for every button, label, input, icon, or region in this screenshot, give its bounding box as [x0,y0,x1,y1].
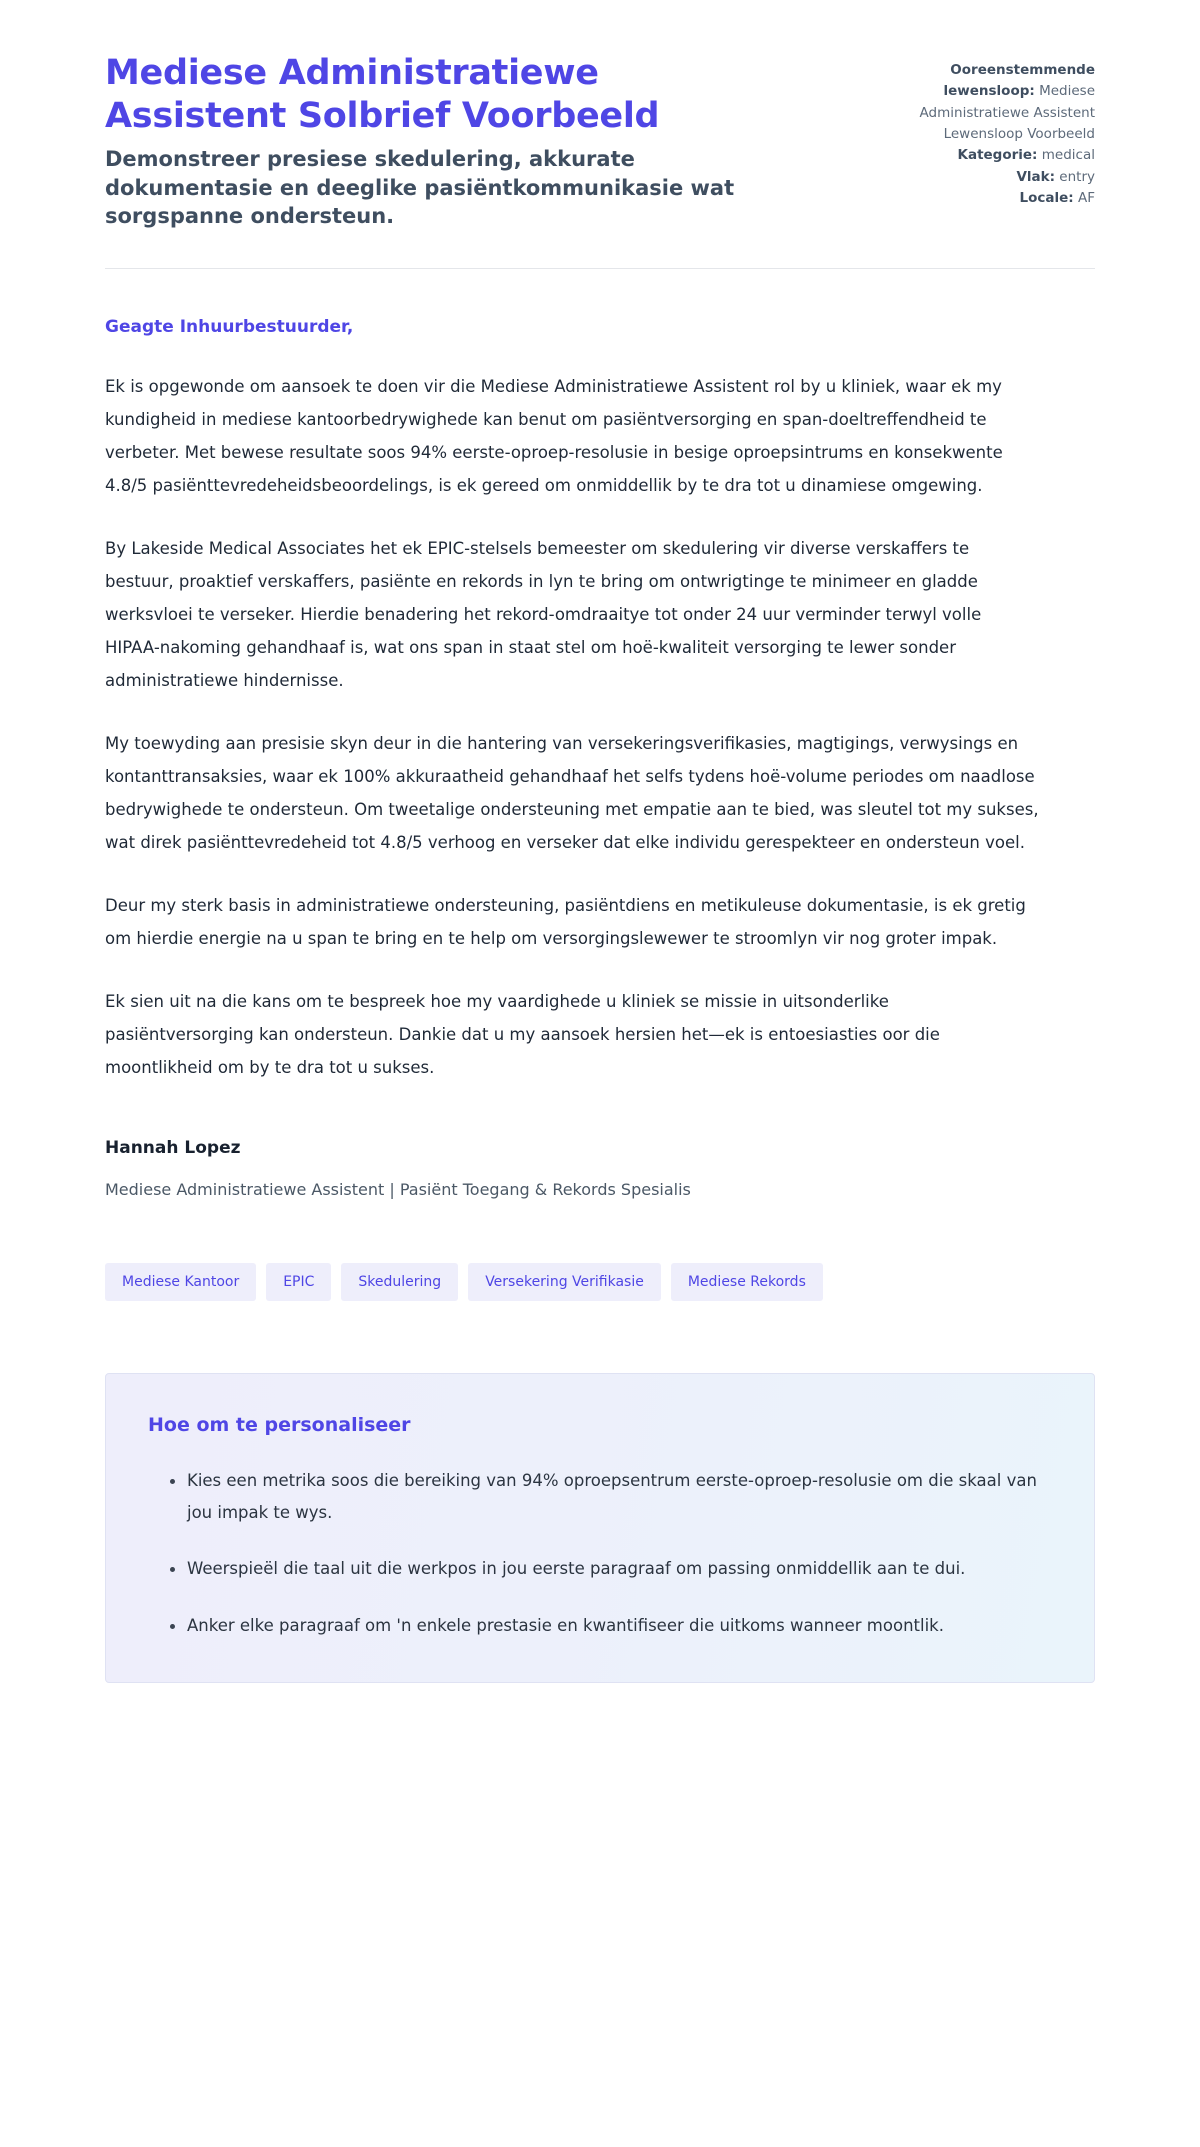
page-title: Mediese Administratiewe Assistent Solbrief Voorbeeld [105,53,660,136]
metadata-label: Ooreenstemmende lewensloop: [943,62,1095,100]
callout-title: Hoe om te personaliseer [148,1414,411,1437]
metadata-value: entry [1059,168,1095,185]
letter-paragraph: My toewyding aan presisie skyn deur in die hantering van versekeringsverifikasies, magtigings, verwysings en kontanttransaksies, waar ek 100% akkuraatheid gehandhaaf het selfs tydens hoë-volume periodes om naadlose bedrywighede te ondersteun. Om tweetalige ondersteuning met empatie aan te bied, was sleutel tot my sukses, wat direk pasiënttevredeheid tot 4.8/5 verhoog en verseker dat elke individu gerespekteer en ondersteun voel. [105,734,1039,853]
metadata-row-matching-resume [865,60,1095,145]
letter-paragraph: Deur my sterk basis in administratiewe ondersteuning, pasiëntdiens en metikuleuse dokumentasie, is ek gretig om hierdie energie na u span te bring en te help om versorgingslewewer te stroomlyn vir nog groter impak. [105,896,1026,949]
tag-chip[interactable]: Skedulering [341,1263,458,1301]
tag-chip[interactable]: Versekering Verifikasie [468,1263,661,1301]
page-header [105,0,1095,230]
callout-tip-item: Anker elke paragraaf om 'n enkele prestasie en kwantifiseer die uitkoms wanneer moontlik. [170,1610,1052,1642]
tag-list [105,1201,1095,1301]
metadata-row-category [865,145,1095,166]
document-metadata [865,52,1095,209]
personalization-callout [105,1373,1095,1682]
tag-chip[interactable]: EPIC [266,1263,331,1301]
callout-tip-item: Weerspieël die taal uit die werkpos in jou eerste paragraaf om passing onmiddellik aan te dui. [170,1553,1052,1585]
metadata-value: medical [1041,147,1095,164]
signature-block [105,1084,1095,1201]
letter-paragraph: Ek sien uit na die kans om te bespreek hoe my vaardighede u kliniek se missie in uitsonderlike pasiëntversorging kan ondersteun. Dankie dat u my aansoek hersien het—ek is entoesiasties oor die moontlikheid om by te dra tot u sukses. [105,992,940,1078]
signature-name: Hannah Lopez [105,1138,241,1159]
callout-tip-item: Kies een metrika soos die bereiking van 94% oproepsentrum eerste-oproep-resolusie om die skaal van jou impak te wys. [170,1465,1052,1529]
header-text-block [105,52,745,230]
signature-role: Mediese Administratiewe Assistent | Pasiënt Toegang & Rekords Spesialis [105,1180,691,1200]
letter-greeting: Geagte Inhuurbestuurder, [105,316,354,337]
metadata-value: Mediese Administratiewe Assistent Lewensloop Voorbeeld [919,83,1095,142]
metadata-label: Vlak: [1016,168,1055,185]
letter-body [105,269,1095,1085]
callout-tip-list [148,1465,1052,1642]
metadata-label: Kategorie: [957,147,1038,164]
tag-chip[interactable]: Mediese Rekords [671,1263,823,1301]
metadata-label: Locale: [1019,189,1074,206]
metadata-value: AF [1077,189,1095,206]
metadata-row-level [865,167,1095,188]
page-subtitle: Demonstreer presiese skedulering, akkurate dokumentasie en deeglike pasiëntkommunikasie wat sorgspanne ondersteun. [105,147,735,228]
metadata-row-locale [865,188,1095,209]
letter-paragraph: Ek is opgewonde om aansoek te doen vir die Mediese Administratiewe Assistent rol by u kliniek, waar ek my kundigheid in mediese kantoorbedrywighede kan benut om pasiëntversorging en span-doeltreffendheid te verbeter. Met bewese resultate soos 94% eerste-oproep-resolusie in besige oproepsintrums en konsekwente 4.8/5 pasiënttevredeheidsbeoordelings, is ek gereed om onmiddellik by te dra tot u dinamiese omgewing. [105,377,1003,496]
letter-paragraph: By Lakeside Medical Associates het ek EPIC-stelsels bemeester om skedulering vir diverse verskaffers te bestuur, proaktief verskaffers, pasiënte en rekords in lyn te bring om ontwrigtinge te minimeer en gladde werksvloei te verseker. Hierdie benadering het rekord-omdraaitye tot onder 24 uur verminder terwyl volle HIPAA-nakoming gehandhaaf is, wat ons span in staat stel om hoë-kwaliteit versorging te lewer sonder administratiewe hindernisse. [105,539,982,691]
tag-chip[interactable]: Mediese Kantoor [105,1263,256,1301]
